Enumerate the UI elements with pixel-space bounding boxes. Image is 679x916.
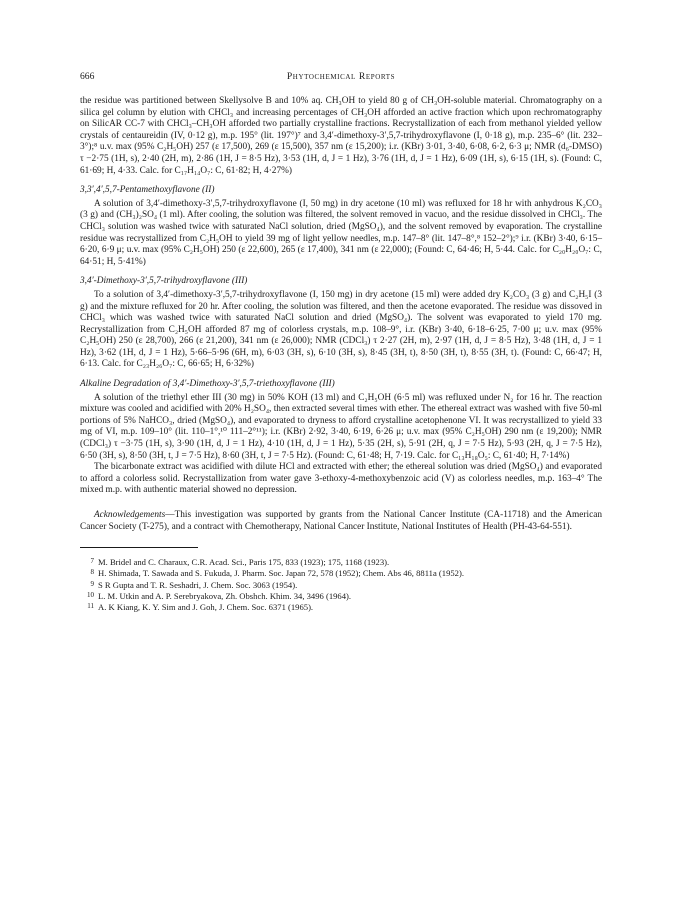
page-number: 666: [80, 71, 95, 82]
reference-text: S R Gupta and T. R. Seshadri, J. Chem. Soc. 3063 (1954).: [98, 579, 298, 590]
reference-item: [80, 602, 602, 613]
reference-list: [80, 557, 602, 613]
section-heading: [80, 185, 602, 197]
article-body: [80, 96, 602, 613]
reference-item: [80, 580, 602, 591]
paragraph-degradation: A solution of the triethyl ether III (30 mg) in 50% KOH (13 ml) and C₂H₅OH (6·5 ml) was refluxed under N₂ for 16 hr. The reaction mixture was cooled and acidified with 20% H₂SO₄, then extracted several times with ether. The ethereal extract was washed with five 50-ml portions of 5% NaHCO₃, dried (MgSO₄), and evaporated to dryness to afford crystalline acetophenone VI. It was recrystallized to yield 33 mg of VI, m.p. 109–10° (lit. 110–1°,¹⁰ 111–2°¹¹); i.r. (KBr) 2·92, 3·40, 6·19, 6·26 μ; u.v. max (95% C₂H₅OH) 290 nm (ε 19,200); NMR (CDCl₃) τ −3·75 (1H, s), 3·90 (1H, d, J = 1 Hz), 4·10 (1H, d, J = 1 Hz), 5·35 (2H, s), 5·91 (2H, q, J = 7·5 Hz), 5·93 (2H, q, J = 7·5 Hz), 6·50 (3H, s), 8·50 (3H, t, J = 7·5 Hz), 8·60 (3H, t, J = 7·5 Hz). (Found: C, 61·48; H, 7·19. Calc. for C₁₃H₁₈O₅: C, 61·40; H, 7·14%): [80, 392, 602, 461]
reference-text: M. Bridel and C. Charaux, C.R. Acad. Sci., Paris 175, 833 (1923); 175, 1168 (1923).: [98, 557, 390, 568]
paragraph-isolation: the residue was partitioned between Skellysolve B and 10% aq. CH₃OH to yield 80 g of CH₃OH-soluble material. Chromatography on a silica gel column by elution with CHCl₃ and increasing percentages of CH₃OH afforded an active fraction which upon rechromatography on SilicAR CC-7 with CHCl₃–CH₃OH afforded two partially crystalline fractions. Recrystallization of each from methanol yielded yellow crystals of centaureidin (IV, 0·12 g), m.p. 195° (lit. 197°)⁷ and 3,4′-dimethoxy-3′,5,7-trihydroxyflavone (I, 0·18 g), m.p. 235–6° (lit. 232–3°);⁸ u.v. max (95% C₂H₅OH) 257 (ε 17,500), 269 (ε 15,500), 357 nm (ε 15,200); i.r. (KBr) 3·01, 3·40, 6·08, 6·2, 6·3 μ; NMR (d₆-DMSO) τ −2·75 (1H, s), 2·40 (2H, m), 2·86 (1H, J = 8·5 Hz), 3·53 (1H, d, J = 1 Hz), 3·76 (1H, d, J = 1 Hz), 6·09 (1H, s), 6·15 (1H, s). (Found: C, 61·69; H, 4·33. Calc. for C₁₇H₁₄O₇: C, 61·82; H, 4·27%): [80, 96, 602, 176]
section-heading: [80, 379, 602, 391]
acknowledgements: [80, 510, 602, 533]
reference-number: 7: [90, 557, 94, 566]
acknowledgements-label: Acknowledgements: [94, 510, 166, 520]
section-heading: [80, 276, 602, 288]
reference-text: L. M. Utkin and A. P. Serebryakova, Zh. Obshch. Khim. 34, 3496 (1964).: [98, 590, 352, 601]
paragraph-ethylation: To a solution of 3,4′-dimethoxy-3′,5,7-trihydroxyflavone (I, 150 mg) in dry acetone (15 ml) were added dry K₂CO₃ (3 g) and C₂H₅I (3 g) and the mixture refluxed for 20 hr. After cooling, the solution was filtered, and then the acetone evaporated. The residue was dissoved in CHCl₃ which was washed twice with saturated NaCl solution and dried (MgSO₄). The solvent was evaporated to yield 170 mg. Recrystallization from C₂H₅OH afforded 87 mg of colorless crystals, m.p. 108–9°, i.r. (KBr) 3·40, 6·18–6·25, 7·00 μ; u.v. max (95% C₂H₅OH) 250 (ε 28,700), 266 (ε 21,200), 341 nm (ε 26,000); NMR (CDCl₃) τ 2·27 (2H, m), 2·97 (1H, d, J = 8·5 Hz), 3·48 (1H, d, J = 1 Hz), 3·62 (1H, d, J = 1 Hz), 5·66–5·96 (6H, m), 6·03 (3H, s), 6·10 (3H, s), 8·45 (3H, t), 8·50 (3H, t), 8·55 (3H, t). (Found: C, 66·47; H, 6·13. Calc. for C₂₃H₂₆O₇: C, 66·65; H, 6·32%): [80, 289, 602, 370]
reference-item: [80, 557, 602, 568]
heading-text: 3,3′,4′,5,7-Pentamethoxyflavone (II): [80, 185, 215, 196]
journal-title: Phytochemical Reports: [286, 71, 396, 82]
reference-number: 11: [87, 602, 94, 610]
paragraph-bicarbonate: The bicarbonate extract was acidified with dilute HCl and extracted with ether; the ethereal solution was dried (MgSO₄) and evaporated to afford a colorless solid. Recrystallization from water gave 3-ethoxy-4-methoxybenzoic acid (V) as colorless needles, m.p. 163–4° The mixed m.p. with authentic material showed no depression.: [80, 462, 602, 496]
reference-item: [80, 591, 602, 602]
heading-text: 3,4′-Dimethoxy-3′,5,7-trihydroxyflavone (III): [80, 276, 248, 287]
reference-text: H. Shimada, T. Sawada and S. Fukuda, J. Pharm. Soc. Japan 72, 578 (1952); Chem. Abs 46, 8811a (1952).: [98, 568, 464, 579]
reference-number: 8: [90, 568, 94, 577]
paragraph-methylation: A solution of 3,4′-dimethoxy-3′,5,7-trihydroxyflavone (I, 50 mg) in dry acetone (10 ml) was refluxed for 18 hr with anhydrous K₂CO₃ (3 g) and (CH₃)₂SO₄ (1 ml). After cooling, the solution was filtered, the solvent removed in vacuo, and the residue dissolved in CHCl₃. The CHCl₃ solution was washed twice with saturated NaCl solution, dried (MgSO₄), and the solvent removed by evaporation. The crystalline residue was recrystallized from C₂H₅OH to yield 39 mg of light yellow needles, m.p. 147–8° (lit. 147–8°,⁸ 152–2°);⁹ i.r. (KBr) 3·40, 6·15–6·20, 6·9 μ; u.v. max (95% C₂H₅OH) 250 (ε 22,600), 265 (ε 17,400), 341 nm (ε 22,000); (Found: C, 64·46; H, 5·44. Calc. for C₂₀H₂₀O₇: C, 64·51; H, 5·41%): [80, 198, 602, 267]
page-header: [80, 71, 602, 85]
reference-item: [80, 568, 602, 579]
acknowledgements-text: —This investigation was supported by grants from the National Cancer Institute (CA-11718) and the American Cancer Society (T-275), and a contract with Chemotherapy, National Cancer Institute, National Institutes of Health (PH-43-64-551).: [80, 510, 602, 532]
heading-text: Alkaline Degradation of 3,4′-Dimethoxy-3′,5,7-triethoxyflavone (III): [80, 379, 335, 390]
reference-text: A. K Kiang, K. Y. Sim and J. Goh, J. Chem. Soc. 6371 (1965).: [98, 602, 314, 612]
reference-number: 10: [87, 590, 94, 599]
footnote-rule: [80, 547, 198, 548]
reference-number: 9: [90, 579, 94, 588]
